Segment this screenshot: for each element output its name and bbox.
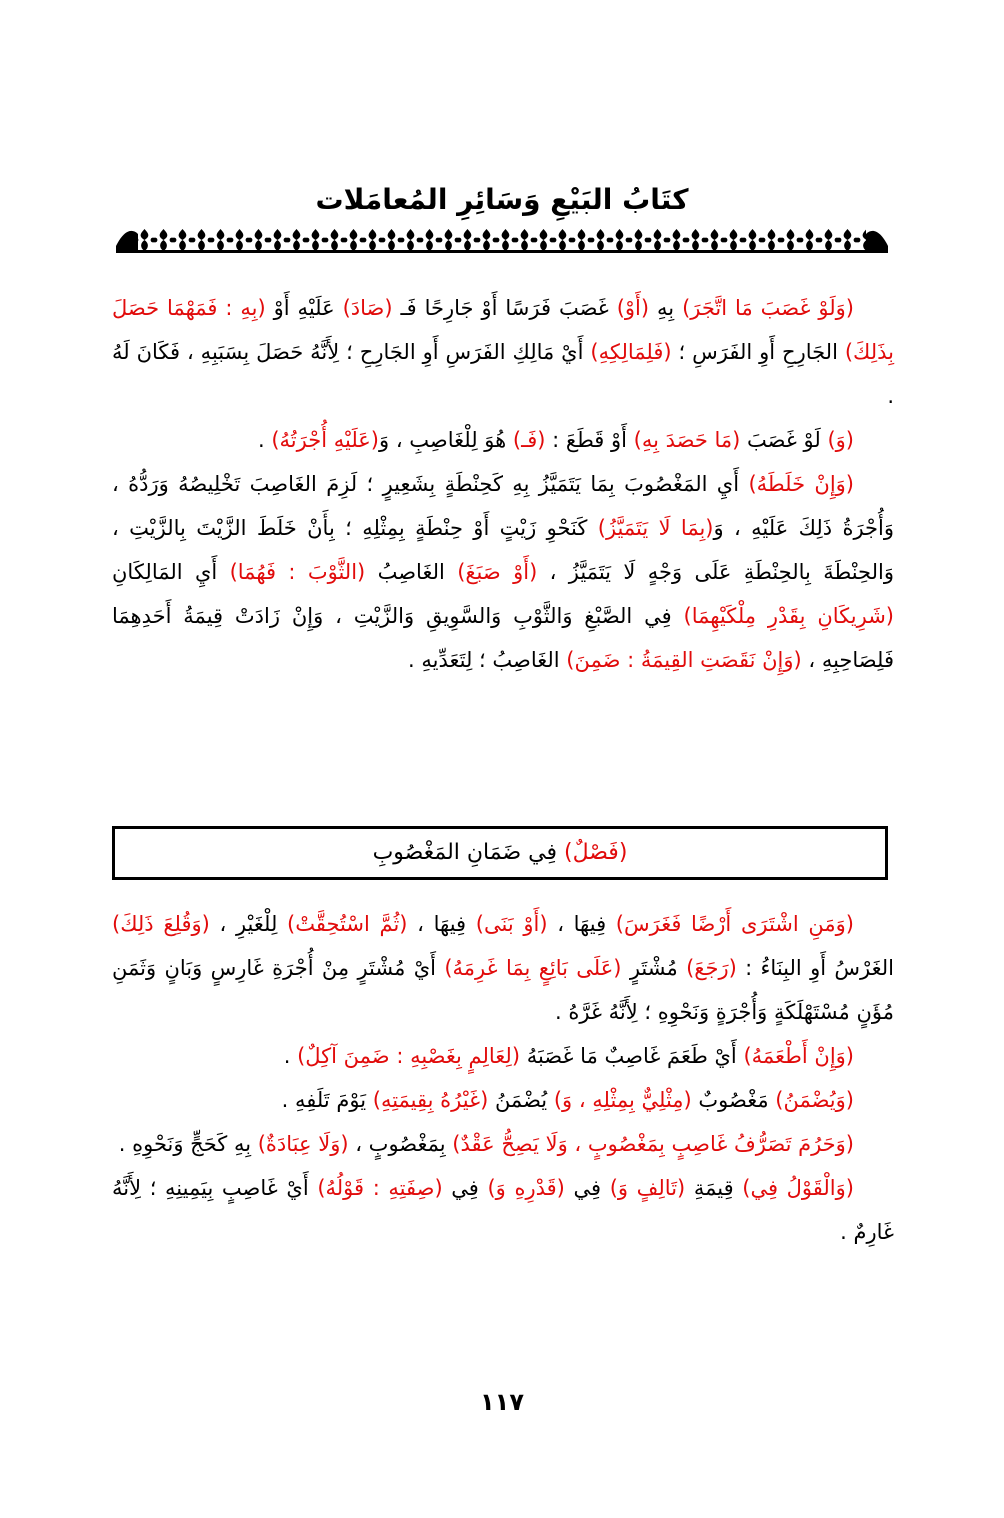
commentary-text: الجَارِحِ أَوِ الفَرَسِ ؛ <box>671 340 845 364</box>
highlighted-matn-text: (وَالْقَوْلُ فِي) <box>742 1176 854 1200</box>
highlighted-matn-text: (لِعَالِمٍ بِغَصْبِهِ : ضَمِنَ آكِلٌ) <box>297 1044 521 1068</box>
commentary-text: مُشْتَرٍ <box>621 956 687 980</box>
commentary-text: . <box>283 1044 298 1068</box>
paragraph <box>112 1034 894 1078</box>
commentary-text: الغَرْسُ أَوِ البِنَاءُ : <box>736 956 894 980</box>
highlighted-matn-text: (وَلَوْ غَصَبَ مَا اتَّجَرَ) <box>682 296 854 320</box>
highlighted-matn-text: (وَإِنْ نَقَصَتِ القِيمَةُ : ضَمِنَ) <box>566 648 802 672</box>
highlighted-matn-text: (صَادَ) <box>342 296 393 320</box>
commentary-text: بِهِ كَحَجٍّ وَنَحْوِهِ . <box>118 1132 258 1156</box>
paragraph <box>112 418 894 462</box>
commentary-text: الغَاصِبُ ؛ لِتَعَدِّيهِ . <box>408 648 567 672</box>
highlighted-matn-text: (غَيْرُهُ بِقِيمَتِهِ) <box>372 1088 489 1112</box>
highlighted-matn-text: (وَلَا عِبَادَةٌ) <box>257 1132 349 1156</box>
highlighted-matn-text: (وَ) <box>827 428 854 452</box>
highlighted-matn-text: (وَيُضْمَنُ) <box>775 1088 854 1112</box>
highlighted-matn-text: (بِمَا لَا يَتَمَيَّزُ) <box>597 516 714 540</box>
highlighted-matn-text: (وَمَنِ اشْتَرَى أَرْضًا فَغَرَسَ) <box>615 912 854 936</box>
highlighted-matn-text: (الثَّوْبَ : فَهُمَا) <box>229 560 366 584</box>
highlighted-matn-text: (وَقُلِعَ ذَلِكَ) <box>112 912 210 936</box>
main-text-block <box>112 286 894 682</box>
paragraph <box>112 1078 894 1122</box>
commentary-text: مَغْصُوبٌ <box>691 1088 776 1112</box>
running-header-title: كتَابُ البَيْعِ وَسَائِرِ المُعامَلات <box>315 183 689 216</box>
commentary-text: أَيْ طَعَمَ غَاصِبٌ مَا غَصَبَهُ <box>520 1044 744 1068</box>
highlighted-matn-text: (وَإِنْ أَطْعَمَهُ) <box>743 1044 854 1068</box>
highlighted-matn-text: (أَوْ بَنَى) <box>475 912 548 936</box>
highlighted-matn-text: (مِثْلِيٌّ بِمِثْلِهِ ، وَ) <box>553 1088 692 1112</box>
commentary-text: أَيْ مَالِكِ الفَرَسِ أَوِ الجَارِحِ ؛ لِأَنَّهُ حَصَلَ بِسَبَبِهِ ، فَكَانَ لَهُ . <box>112 340 894 408</box>
commentary-text: عَلَيْهِ أَوْ <box>265 296 343 320</box>
highlighted-matn-text: (مَا حَصَدَ بِهِ) <box>633 428 741 452</box>
commentary-text: أَيْ غَاصِبٍ بِيَمِينِهِ ؛ لِأَنَّهُ غَارِمٌ . <box>112 1176 894 1244</box>
section-title: فِي ضَمَانِ المَغْصُوبِ <box>372 840 564 865</box>
highlighted-matn-text: (عَلَيْهِ أُجْرَتُهُ) <box>271 428 380 452</box>
commentary-text: يُضْمَنُ <box>488 1088 554 1112</box>
highlighted-matn-text: (وَإِنْ خَلَطَهُ) <box>748 472 854 496</box>
commentary-text: فِيهَا ، <box>407 912 476 936</box>
paragraph <box>112 286 894 418</box>
section-label: (فَصْلٌ) <box>563 840 628 865</box>
commentary-text: قِيمَةِ <box>685 1176 743 1200</box>
commentary-text: الغَاصِبُ <box>365 560 458 584</box>
highlighted-matn-text: (أَوْ) <box>616 296 650 320</box>
page-number: ١١٧ <box>480 1388 524 1416</box>
highlighted-matn-text: (صِفَتِهِ : قَوْلُهُ) <box>317 1176 443 1200</box>
commentary-text: فِي <box>442 1176 488 1200</box>
commentary-text: . <box>258 428 272 452</box>
paragraph <box>112 902 894 1034</box>
commentary-text: أَيْ مُشْتَرٍ مِنْ أُجْرَةِ غَارِسٍ وَبَانٍ وَثَمَنِ مُؤَنٍ مُسْتَهْلَكَةٍ وَأُجْرَةٍ وَنَحْوِهِ ؛ لِأَنَّهُ غَرَّهُ . <box>112 956 894 1024</box>
highlighted-matn-text: (بِهِ : فَمَهْمَا حَصَلَ بِذَلِكَ) <box>112 296 895 364</box>
commentary-text: فِي <box>564 1176 610 1200</box>
paragraph <box>112 1166 894 1254</box>
commentary-text: هُوَ لِلْغَاصِبِ ، وَ <box>379 428 513 452</box>
commentary-text: أَيِ المَالِكَانِ <box>112 560 230 584</box>
commentary-text: فِي الصَّبْغِ وَالثَّوْبِ وَالسَّوِيقِ وَالزَّيْتِ ، وَإِنْ زَادَتْ قِيمَةُ أَحَدِهِمَا فَلِصَاحِبِهِ ، <box>112 604 894 672</box>
highlighted-matn-text: (ثُمَّ اسْتُحِقَّتْ) <box>287 912 408 936</box>
commentary-text: لِلْغَيْرِ ، <box>209 912 288 936</box>
highlighted-matn-text: (فَـ) <box>512 428 546 452</box>
commentary-text: فِيهَا ، <box>547 912 616 936</box>
highlighted-matn-text: (قَدْرِهِ وَ) <box>487 1176 565 1200</box>
commentary-text: كَنَحْوِ زَيْتٍ أَوْ حِنْطَةٍ بِمِثْلِهِ ؛ بِأَنْ خَلَطَ الزَّيْتَ بِالزَّيْتِ ، وَالحِنْطَةَ بِالحِنْطَةِ عَلَى وَجْهٍ لَا يَتَمَيَّزُ ، <box>112 516 894 584</box>
commentary-text: بِهِ <box>649 296 683 320</box>
commentary-text: لَوْ غَصَبَ <box>740 428 828 452</box>
highlighted-matn-text: (رَجَعَ) <box>686 956 737 980</box>
highlighted-matn-text: (شَرِيكَانِ بِقَدْرِ مِلْكَيْهِمَا) <box>683 604 894 628</box>
highlighted-matn-text: (تَالِفٍ وَ) <box>609 1176 686 1200</box>
paragraph <box>112 462 894 682</box>
highlighted-matn-text: (أَوْ صَبَغَ) <box>457 560 538 584</box>
section-heading-box <box>112 826 888 880</box>
highlighted-matn-text: (فَلِمَالِكِهِ) <box>590 340 672 364</box>
highlighted-matn-text: (عَلَى بَائِعٍ بِمَا غَرِمَهُ) <box>444 956 622 980</box>
paragraph <box>112 1122 894 1166</box>
commentary-text: أَيِ المَغْصُوبَ بِمَا يَتَمَيَّزُ بِهِ كَحِنْطَةٍ بِشَعِيرٍ ؛ لَزِمَ الغَاصِبَ تَخْلِيصُهُ وَرَدُّهُ ، وَأُجْرَةُ ذَلِكَ عَلَيْهِ ، وَ <box>112 472 894 540</box>
arabesque-border-ornament-icon <box>116 226 888 254</box>
highlighted-matn-text: (وَحَرُمَ تَصَرُّفُ غَاصِبٍ بِمَغْصُوبٍ ، وَلَا يَصِحُّ عَقْدٌ) <box>452 1132 854 1156</box>
commentary-text: أَوْ قَطَعَ : <box>545 428 634 452</box>
commentary-text: غَصَبَ فَرَسًا أَوْ جَارِحًا فَـ <box>392 296 617 320</box>
commentary-text: يَوْمَ تَلَفِهِ . <box>281 1088 373 1112</box>
section-text-block <box>112 902 894 1254</box>
commentary-text: بِمَغْصُوبٍ ، <box>348 1132 453 1156</box>
